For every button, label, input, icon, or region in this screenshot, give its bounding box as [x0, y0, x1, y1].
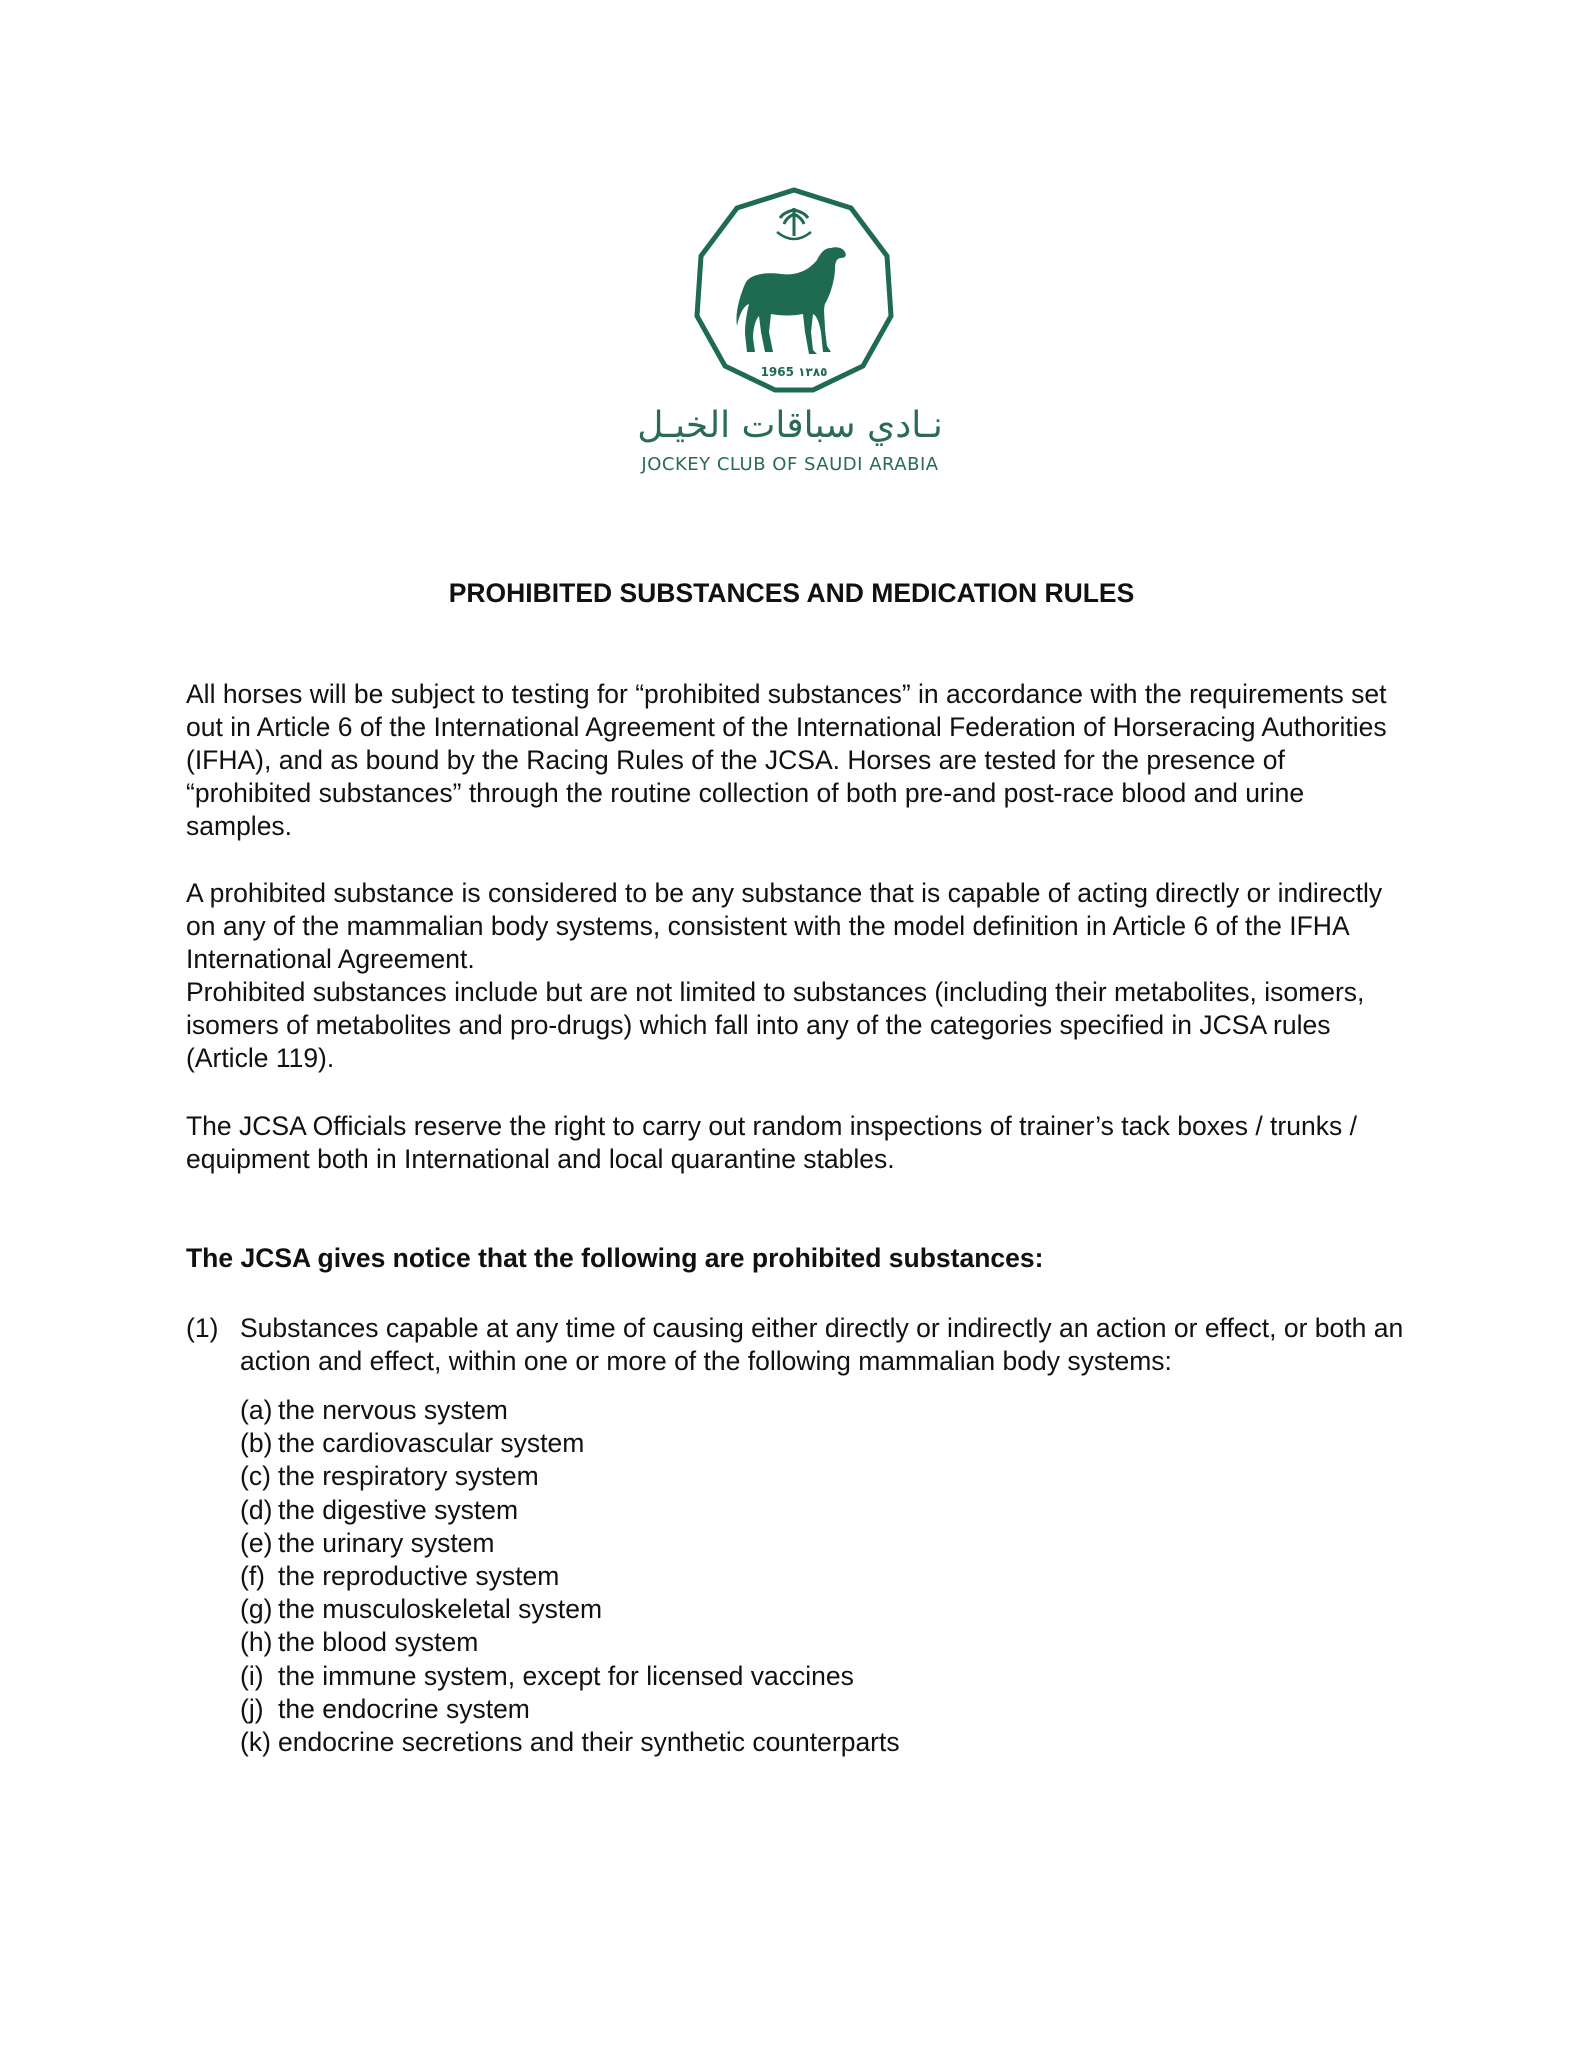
item-text: the urinary system [278, 1527, 495, 1558]
logo-years: 1965 ١٣٨٥ [760, 365, 828, 379]
item-text: the reproductive system [278, 1561, 560, 1592]
arabic-club-name: نـادي سباقات الخيـل [637, 405, 943, 446]
item-text: the musculoskeletal system [278, 1594, 603, 1625]
item-label: (d) [240, 1494, 273, 1525]
item-text: the cardiovascular system [278, 1428, 585, 1459]
item-label: (h) [240, 1627, 273, 1658]
list-item [240, 1394, 900, 1427]
intro-paragraph: All horses will be subject to testing for “prohibited substances” in accordance with the requirements set out in Article 6 of the International Agreement of the International Federation of Horseracing Authorities (IFHA), and as bound by the Racing Rules of the JCSA. Horses are tested for the presence of “prohibited substances” through the routine collection of both pre-and post-race blood and urine samples. [186, 679, 1387, 841]
item-label: (k) [240, 1727, 271, 1758]
list-item [240, 1726, 900, 1759]
club-name: JOCKEY CLUB OF SAUDI ARABIA [641, 454, 939, 475]
item-text: the digestive system [278, 1494, 519, 1525]
list-item [240, 1494, 900, 1527]
item-text: Substances capable at any time of causing either directly or indirectly an action or effect, or both an action and effect, within one or more of the following mammalian body systems: [240, 1313, 1404, 1376]
list-item [240, 1660, 900, 1693]
item-label: (i) [240, 1660, 264, 1691]
inspection-paragraph: The JCSA Officials reserve the right to carry out random inspections of trainer’s tack boxes / trunks / equipment both in International and local quarantine stables. [186, 1111, 1357, 1174]
list-item [240, 1560, 900, 1593]
item-text: the nervous system [278, 1395, 508, 1425]
item-text: endocrine secretions and their synthetic counterparts [278, 1727, 900, 1758]
palm-swords-icon [777, 208, 811, 239]
list-item [240, 1626, 900, 1659]
list-item [240, 1593, 900, 1626]
jockey-club-logo [685, 186, 903, 394]
horse-emblem-icon [685, 186, 903, 394]
list-item [240, 1693, 900, 1726]
item-label: (j) [240, 1693, 264, 1724]
item-text: the respiratory system [278, 1461, 539, 1492]
item-label: (c) [240, 1461, 271, 1492]
definition-paragraph [186, 877, 1416, 1075]
item-text: the endocrine system [278, 1693, 530, 1724]
list-item [186, 1312, 1416, 1378]
list-item [240, 1527, 900, 1560]
item-label: (g) [240, 1594, 273, 1625]
body-systems-list [240, 1394, 900, 1759]
definition-text: A prohibited substance is considered to be any substance that is capable of acting directly or indirectly on any of the mammalian body systems, consistent with the model definition in Article 6 of the IFHA International Agreement. [186, 878, 1383, 974]
horse-icon [736, 247, 845, 354]
item-label: (f) [240, 1561, 266, 1592]
item-label: (e) [240, 1527, 273, 1558]
item-text: the blood system [278, 1627, 479, 1658]
item-label: (a) [240, 1395, 273, 1425]
list-item [240, 1427, 900, 1460]
inclusion-text: Prohibited substances include but are not limited to substances (including their metabolites, isomers, isomers of metabolites and pro-drugs) which fall into any of the categories specified in JCSA rules (Article 119). [186, 977, 1365, 1073]
list-item [240, 1460, 900, 1493]
notice-heading: The JCSA gives notice that the following are prohibited substances: [186, 1243, 1044, 1273]
item-label: (b) [240, 1428, 273, 1459]
item-text: the immune system, except for licensed vaccines [278, 1660, 854, 1691]
document-title: PROHIBITED SUBSTANCES AND MEDICATION RULES [448, 578, 1135, 608]
item-number: (1) [186, 1313, 219, 1343]
